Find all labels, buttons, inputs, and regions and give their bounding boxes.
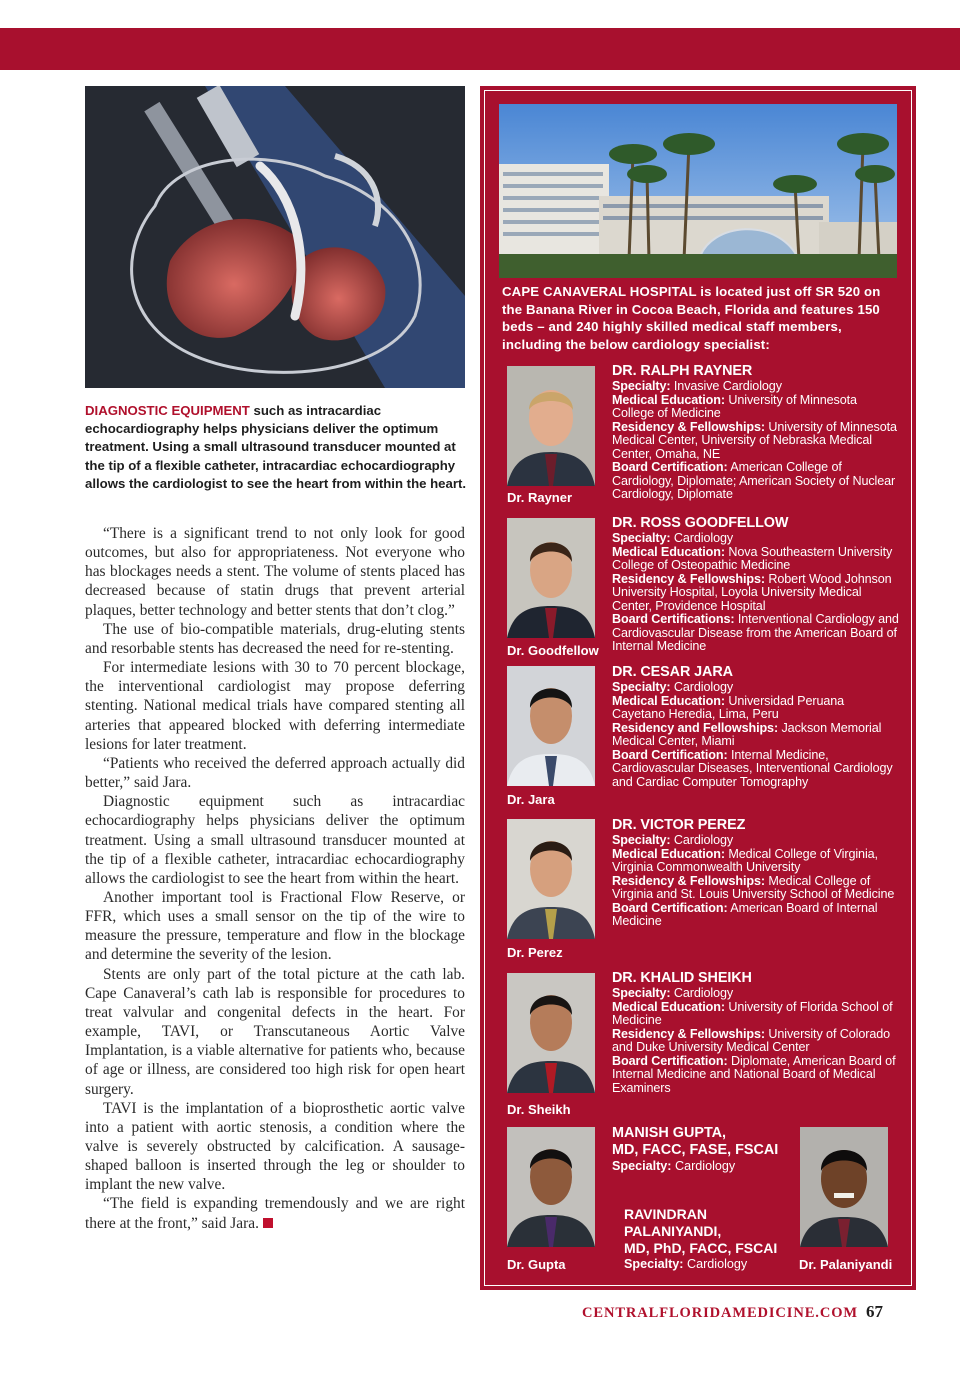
doctor-field — [612, 1055, 900, 1096]
doctor-label-rayner: Dr. Rayner — [507, 490, 573, 505]
doctor-photo-perez — [507, 819, 595, 939]
doctor-photo-gupta — [507, 1127, 595, 1247]
doctor-field — [612, 749, 900, 790]
doctor-photo-goodfellow — [507, 518, 595, 638]
hospital-caption: CAPE CANAVERAL HOSPITAL is located just off SR 520 on the Banana River in Cocoa Beach, Florida and features 150 beds – and 240 highly skilled medical staff members, including the below cardiology specialist: — [502, 284, 881, 352]
doctor-label-sheikh: Dr. Sheikh — [507, 1102, 571, 1117]
field-value: Medical College of Virginia, Virginia Commonwealth University — [612, 846, 878, 874]
doctor-field — [612, 394, 900, 421]
field-value: Universidad Peruana Cayetano Heredia, Lima, Peru — [612, 693, 845, 721]
doctor-field — [612, 573, 900, 614]
field-key: Specialty: — [612, 531, 671, 545]
doctor-label-palaniyandi: Dr. Palaniyandi — [799, 1257, 893, 1272]
paragraph-last — [85, 1194, 465, 1232]
field-key: Medical Education: — [612, 846, 725, 861]
doctor-field — [612, 722, 900, 749]
image-caption — [85, 402, 470, 493]
doctor-info-gupta — [612, 1125, 812, 1173]
field-key: Specialty: — [612, 1159, 672, 1173]
field-value: Interventional Cardiology and Cardiovascular Disease from the American Board of Internal Medicine — [612, 612, 899, 653]
field-value: Cardiology — [673, 531, 734, 545]
doctor-name: DR. CESAR JARA — [612, 664, 733, 680]
doctor-field — [612, 380, 900, 394]
top-red-banner — [0, 28, 960, 70]
field-key: Medical Education: — [612, 999, 725, 1014]
doctor-name: DR. VICTOR PEREZ — [612, 817, 746, 833]
page-number: 67 — [865, 1302, 883, 1321]
caption-text: such as intracardiac echocardiography helps physicians deliver the optimum treatment. Using a small ultrasound transducer mounted at the tip of a flexible catheter, intracardiac echocardiography allows the cardiologist to see the heart from within the heart. — [85, 403, 467, 491]
doctor-photo-rayner — [507, 366, 595, 486]
field-key: Specialty: — [624, 1257, 684, 1271]
doctor-label-goodfellow: Dr. Goodfellow — [507, 643, 599, 658]
paragraph: Diagnostic equipment such as intracardiac echocardiography helps physicians deliver the optimum treatment. Using a small ultrasound transducer mounted at the tip of a flexible catheter, intracardiac echocardiography allows the cardiologist to see the heart from within the heart. — [85, 793, 465, 887]
doctor-name: DR. KHALID SHEIKH — [612, 970, 752, 986]
field-value: Cardiology — [675, 1159, 736, 1173]
doctor-field — [612, 695, 900, 722]
caption-highlight: DIAGNOSTIC EQUIPMENT — [85, 403, 250, 418]
doctor-field — [612, 848, 900, 875]
doctor-field — [612, 1001, 900, 1028]
field-key: Residency & Fellowships: — [612, 419, 765, 434]
field-key: Specialty: — [612, 680, 671, 694]
page-footer — [582, 1302, 883, 1322]
field-key: Board Certification: — [612, 747, 728, 762]
doctor-field — [612, 681, 900, 695]
doctor-credentials: MD, FACC, FASE, FSCAI — [612, 1142, 779, 1158]
field-value: Diplomate, American Board of Internal Medicine and National Board of Medical Examiners — [612, 1053, 896, 1095]
field-value: University of Florida School of Medicine — [612, 999, 893, 1027]
article-body — [85, 524, 465, 1233]
paragraph: TAVI is the implantation of a bioprosthetic aortic valve into a patient with aortic stenosis, a condition where the valve is severely obstructed by calcification. A sausage-shaped balloon is inserted through the leg or shoulder to implant the new valve. — [85, 1099, 465, 1194]
field-value: American Board of Internal Medicine — [612, 900, 878, 928]
field-key: Medical Education: — [612, 544, 725, 559]
doctor-photo-sheikh — [507, 973, 595, 1093]
doctor-field — [612, 1028, 900, 1055]
doctor-credentials: MD, PhD, FACC, FSCAI — [624, 1240, 778, 1256]
paragraph: The use of bio-compatible materials, drug-eluting stents and resorbable stents has decreased the need for re-stenting. — [85, 620, 465, 657]
doctor-field — [612, 875, 900, 902]
field-value: University of Minnesota College of Medicine — [612, 392, 857, 420]
field-value: Nova Southeastern University College of Osteopathic Medicine — [612, 544, 893, 572]
doctor-name: DR. ROSS GOODFELLOW — [612, 515, 789, 531]
doctor-info-rayner — [612, 363, 900, 502]
field-value: Cardiology — [687, 1257, 748, 1271]
field-key: Residency & Fellowships: — [612, 873, 765, 888]
doctor-info-sheikh — [612, 970, 900, 1095]
doctor-field — [612, 987, 900, 1001]
field-key: Medical Education: — [612, 693, 725, 708]
doctor-field — [612, 902, 900, 929]
field-key: Board Certifications: — [612, 612, 735, 626]
doctor-name: RAVINDRAN PALANIYANDI, — [624, 1206, 722, 1239]
doctor-field — [612, 461, 900, 502]
field-value: Invasive Cardiology — [673, 379, 782, 393]
doctor-info-jara — [612, 664, 900, 789]
doctor-field — [612, 1159, 735, 1173]
field-key: Medical Education: — [612, 392, 725, 407]
paragraph: “Patients who received the deferred approach actually did better,” said Jara. — [85, 754, 465, 792]
field-value: University of Minnesota Medical Center, University of Nebraska Medical Center, Omaha, NE — [612, 419, 897, 461]
paragraph: “There is a significant trend to not only look for good outcomes, but also for appropriateness. Not everyone who has blockages needs a stent. The volume of stents placed has decreased because of statin drugs that prevent arterial plaques, better technology and better stents that don’t clog.” — [85, 525, 465, 619]
field-value: Jackson Memorial Medical Center, Miami — [612, 720, 882, 748]
field-value: American College of Cardiology, Diplomate; American Society of Nuclear Cardiology, Diplomate — [612, 460, 896, 501]
doctor-field — [624, 1257, 747, 1271]
paragraph: Stents are only part of the total picture at the cath lab. Cape Canaveral’s cath lab is responsible for procedures to treat valvular and congenital defects in the heart. For example, TAVI, or Transcutaneous Aortic Valve Implantation, is a viable alternative for patients who, because of age or illness, are considered too high risk for open heart surgery. — [85, 965, 465, 1098]
doctor-photo-jara — [507, 666, 595, 786]
doctor-info-perez — [612, 817, 900, 929]
field-value: Robert Wood Johnson University Hospital, Loyola University Medical Center, Providence Hospital — [612, 571, 892, 613]
doctor-field — [612, 546, 900, 573]
field-key: Board Certification: — [612, 900, 728, 915]
field-key: Specialty: — [612, 986, 671, 1000]
doctor-field — [612, 613, 900, 654]
doctor-field — [612, 532, 900, 546]
field-value: Cardiology — [673, 986, 734, 1000]
field-value: Cardiology — [673, 833, 734, 847]
footer-website: CENTRALFLORIDAMEDICINE.COM — [582, 1305, 858, 1321]
field-key: Board Certification: — [612, 1053, 728, 1068]
field-key: Specialty: — [612, 833, 671, 847]
doctor-label-gupta: Dr. Gupta — [507, 1257, 566, 1272]
hospital-photo — [499, 104, 897, 278]
field-value: Medical College of Virginia and St. Louis University School of Medicine — [612, 873, 895, 901]
paragraph: Another important tool is Fractional Flow Reserve, or FFR, which uses a small sensor on the tip of the wire to measure the pressure, temperature and flow in the blockage and determine the severity of the lesion. — [85, 888, 465, 964]
doctor-label-jara: Dr. Jara — [507, 792, 555, 807]
doctor-name: MANISH GUPTA, — [612, 1125, 727, 1141]
field-value: Cardiology — [673, 680, 734, 694]
field-key: Residency & Fellowships: — [612, 571, 765, 586]
field-value: Internal Medicine, Cardiovascular Diseases, Interventional Cardiology and Cardiac Computer Tomography — [612, 747, 893, 789]
field-key: Specialty: — [612, 379, 671, 393]
paragraph-last-text: “The field is expanding tremendously and we are right there at the front,” said Jara. — [85, 1195, 465, 1232]
doctor-field — [612, 421, 900, 462]
paragraph: For intermediate lesions with 30 to 70 percent blockage, the interventional cardiologist may propose deferring stenting. National medical trials have compared stenting all arteries that appeared blocked with deferring intermediate lesions for later treatment. — [85, 659, 465, 753]
field-key: Board Certification: — [612, 460, 728, 474]
doctor-label-perez: Dr. Perez — [507, 945, 563, 960]
doctor-info-goodfellow — [612, 515, 900, 654]
doctor-name: DR. RALPH RAYNER — [612, 363, 753, 379]
field-value: University of Colorado and Duke University Medical Center — [612, 1026, 891, 1054]
field-key: Residency and Fellowships: — [612, 720, 779, 735]
end-mark-icon — [263, 1218, 273, 1228]
doctor-info-palaniyandi — [624, 1206, 804, 1271]
heart-illustration-image — [85, 86, 465, 388]
doctor-photo-palaniyandi — [800, 1127, 888, 1247]
doctor-field — [612, 834, 900, 848]
field-key: Residency & Fellowships: — [612, 1026, 765, 1041]
